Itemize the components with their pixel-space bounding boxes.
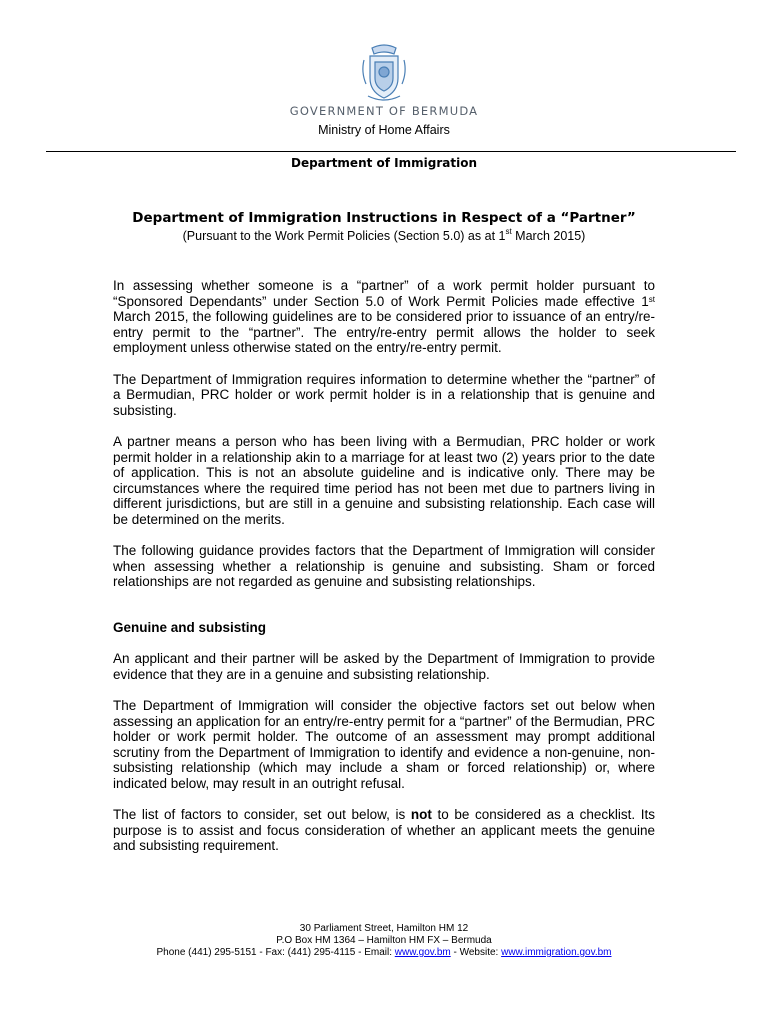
document-body xyxy=(113,278,655,870)
paragraph: The list of factors to consider, set out below, is not to be considered as a checklist. Its purpose is to assist and focus consideration of whether an applicant meets the genuine and subsisting requirement. xyxy=(113,807,656,853)
paragraph: The following guidance provides factors that the Department of Immigration will consider when assessing whether a relationship is genuine and subsisting. Sham or forced relationships are not regarded as genuine and subsisting relationships. xyxy=(113,543,655,589)
footer-address: 30 Parliament Street, Hamilton HM 12 xyxy=(299,923,469,934)
page-footer xyxy=(0,923,768,959)
paragraph: An applicant and their partner will be asked by the Department of Immigration to provide evidence that they are in a genuine and subsisting relationship. xyxy=(113,651,655,682)
paragraph: The Department of Immigration requires information to determine whether the “partner” of a Bermudian, PRC holder or work permit holder is in a relationship that is genuine and subsisting. xyxy=(113,371,655,418)
ministry-name: Ministry of Home Affairs xyxy=(318,123,450,137)
document-subtitle: (Pursuant to the Work Permit Policies (Section 5.0) as at 1st March 2015) xyxy=(182,227,586,243)
email-link[interactable]: www.gov.bm xyxy=(394,947,451,958)
footer-contact: Phone (441) 295-5151 - Fax: (441) 295-4115 - Email: www.gov.bm - Website: www.immigration.gov.bm xyxy=(156,947,612,958)
footer-po-box: P.O Box HM 1364 – Hamilton HM FX – Bermuda xyxy=(276,935,492,946)
section-heading: Genuine and subsisting xyxy=(113,619,267,635)
header-divider xyxy=(46,151,736,152)
paragraph: A partner means a person who has been living with a Bermudian, PRC holder or work permit holder in a relationship akin to a marriage for at least two (2) years prior to the date of application. This is not an absolute guideline and is indicative only. There may be circumstances where the required time period has not been met due to partners living in different jurisdictions, but are still in a genuine and subsisting relationship. Each case will be determined on the merits. xyxy=(113,434,655,527)
website-link[interactable]: www.immigration.gov.bm xyxy=(501,947,612,958)
department-name: Department of Immigration xyxy=(290,156,477,170)
government-wordmark: GOVERNMENT OF BERMUDA xyxy=(289,104,479,118)
bermuda-coat-of-arms-icon xyxy=(358,42,410,104)
paragraph: In assessing whether someone is a “partner” of a work permit holder pursuant to “Sponsored Dependants” under Section 5.0 of Work Permit Policies made effective 1st March 2015, the following guidelines are to be considered prior to issuance of an entry/re-entry permit to the “partner”. The entry/re-entry permit allows the holder to seek employment unless otherwise stated on the entry/re-entry permit. xyxy=(113,278,655,355)
document-title: Department of Immigration Instructions in Respect of a “Partner” xyxy=(132,210,636,226)
paragraph: The Department of Immigration will consider the objective factors set out below when assessing an application for an entry/re-entry permit for a “partner” of the Bermudian, PRC holder or work permit holder. The outcome of an assessment may prompt additional scrutiny from the Department of Immigration to identify and evidence a non-genuine, non-subsisting relationship (which may include a sham or forced relationship) or, where indicated below, may result in an outright refusal. xyxy=(113,698,655,791)
